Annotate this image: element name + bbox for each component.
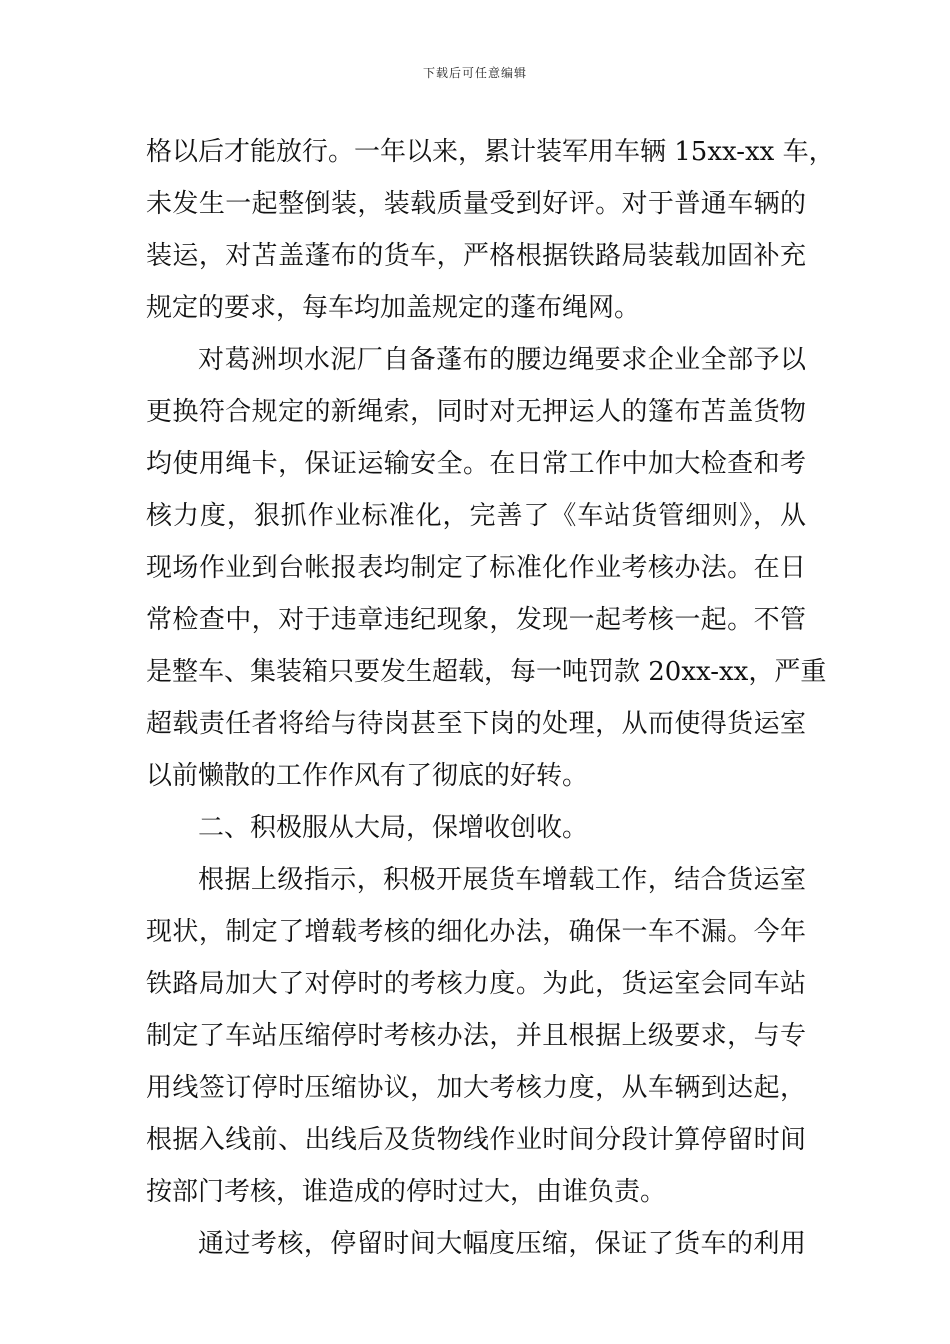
text-line: 按部门考核，谁造成的停时过大，由谁负责。 [146,1177,667,1207]
text-line: 根据入线前、出线后及货物线作业时间分段计算停留时间 [146,1125,806,1155]
text-line: 超载责任者将给与待岗甚至下岗的处理，从而使得货运室 [146,709,806,739]
text-line: 是整车、集装箱只要发生超载，每一吨罚款 20xx-xx，严重 [146,657,827,687]
document-body [146,126,835,1270]
text-line: 更换符合规定的新绳索，同时对无押运人的篷布苫盖货物 [146,397,806,427]
text-line: 装运，对苫盖蓬布的货车，严格根据铁路局装载加固补充 [146,241,806,271]
text-line: 规定的要求，每车均加盖规定的蓬布绳网。 [146,293,641,323]
paragraph-start-line: 通过考核，停留时间大幅度压缩，保证了货车的利用 [198,1229,806,1259]
page-header-note: 下载后可任意编辑 [422,66,527,80]
text-line: 制定了车站压缩停时考核办法，并且根据上级要求，与专 [146,1021,806,1051]
text-line: 核力度，狠抓作业标准化，完善了《车站货管细则》，从 [146,501,806,531]
text-line: 格以后才能放行。一年以来，累计装军用车辆 15xx-xx 车， [146,137,835,167]
text-line: 常检查中，对于违章违纪现象，发现一起考核一起。不管 [146,605,806,635]
paragraph-start-line: 对葛洲坝水泥厂自备蓬布的腰边绳要求企业全部予以 [198,345,806,375]
text-line: 以前懒散的工作作风有了彻底的好转。 [146,761,589,791]
text-line: 铁路局加大了对停时的考核力度。为此，货运室会同车站 [146,969,806,999]
text-line: 未发生一起整倒装，装载质量受到好评。对于普通车辆的 [146,189,806,219]
text-line: 用线签订停时压缩协议，加大考核力度，从车辆到达起， [146,1073,806,1103]
text-line: 现状，制定了增载考核的细化办法，确保一车不漏。今年 [146,917,806,947]
text-line: 均使用绳卡，保证运输安全。在日常工作中加大检查和考 [146,449,806,479]
section-heading: 二、积极服从大局，保增收创收。 [198,813,589,843]
paragraph-start-line: 根据上级指示，积极开展货车增载工作，结合货运室 [198,865,806,895]
text-line: 现场作业到台帐报表均制定了标准化作业考核办法。在日 [146,553,806,583]
